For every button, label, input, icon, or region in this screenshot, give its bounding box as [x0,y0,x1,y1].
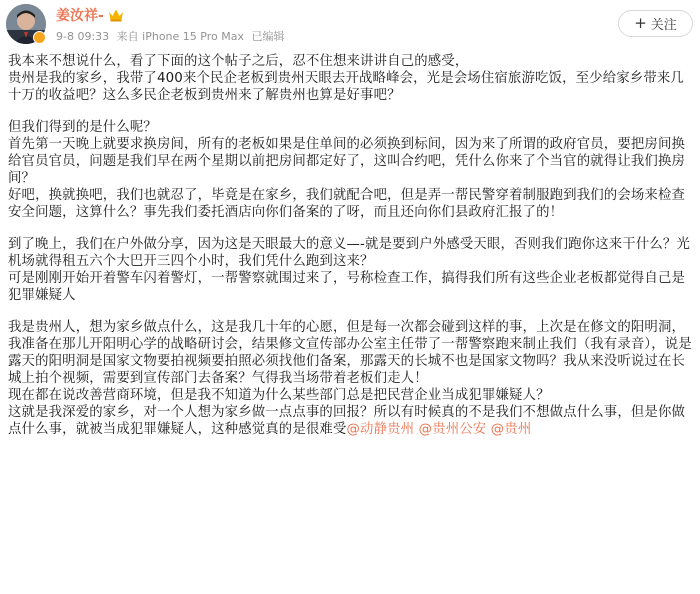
post-paragraph: 但我们得到的是什么呢？ [8,120,157,135]
post-source: 来自 iPhone 15 Pro Max [116,30,244,43]
post-paragraph: 到了晚上，我们在户外做分享，因为这是天眼最大的意义—-就是要到户外感受天眼，否则我们跑你这来干什么？光机场就得租五六个大巴开三四个小时，我们凭什么跑到这来？ [8,237,691,269]
crown-badge-icon [108,8,124,22]
follow-button[interactable] [618,10,693,37]
post-paragraph: 可是刚刚开始开着警车闪着警灯，一帮警察就围过来了，号称检查工作，搞得我们所有这些企业老板都觉得自己是犯罪嫌疑人 [8,271,686,303]
mention-tag[interactable]: @贵州 [490,422,532,437]
verified-badge-icon [33,31,46,44]
post-body [8,53,694,438]
mention-tag[interactable]: @贵州公安 [418,422,487,437]
username[interactable]: 姜汝祥- [56,8,104,24]
edited-label[interactable]: 已编辑 [251,30,285,43]
mention-tag[interactable]: @动静贵州 [346,422,415,437]
post-paragraph: 贵州是我的家乡，我带了400来个民企老板到贵州天眼去开战略峰会，光是会场住宿旅游吃饭，至少给家乡带来几十万的收益吧？这么多民企老板到贵州来了解贵州也算是好事吧？ [8,71,684,103]
plus-icon: + [634,14,647,32]
post-paragraph: 首先第一天晚上就要求换房间，所有的老板如果是住单间的必须换到标间，因为来了所谓的政府官员，要把房间换给官员官员，问题是我们早在两个星期以前把房间都定好了，这叫合约吧，凭什么你来了个当官的就得让我们换房间？ [8,137,686,186]
post-paragraph: 我是贵州人，想为家乡做点什么，这是我几十年的心愿，但是每一次都会碰到这样的事，上次是在修文的阳明洞，我准备在那儿开阳明心学的战略研讨会，结果修文宣传部办公室主任带了一帮警察跑来制止我们（我有录音），说是露天的阳明洞是国家文物要拍视频要拍照必须找他们备案，那露天的长城不也是国家文物吗？我从来没听说过在长城上拍个视频，需要到宣传部门去备案？气得我当场带着老板们走人！ [8,320,692,386]
post-paragraph: 现在都在说改善营商环境，但是我不知道为什么某些部门总是把民营企业当成犯罪嫌疑人？ [8,388,550,403]
post-paragraph-last: 这就是我深爱的家乡，对一个人想为家乡做一点点事的回报？所以有时候真的不是我们不想做点什么事，但是你做点什么事，就被当成犯罪嫌疑人，这种感觉真的是很难受@动静贵州 @贵州公安 @贵州 [8,405,686,437]
post-header [0,0,700,50]
post-paragraph: 好吧，换就换吧，我们也就忍了，毕竟是在家乡，我们就配合吧，但是弄一帮民警穿着制服跑到我们的会场来检查安全问题，这算什么？事先我们委托酒店向你们备案的了呀，而且还向你们县政府汇报了的！ [8,188,686,220]
follow-label: 关注 [650,18,677,33]
post-paragraph: 我本来不想说什么，看了下面的这个帖子之后，忍不住想来讲讲自己的感受， [8,54,469,69]
post-meta [56,28,288,44]
post-date[interactable]: 9-8 09:33 [56,30,110,43]
